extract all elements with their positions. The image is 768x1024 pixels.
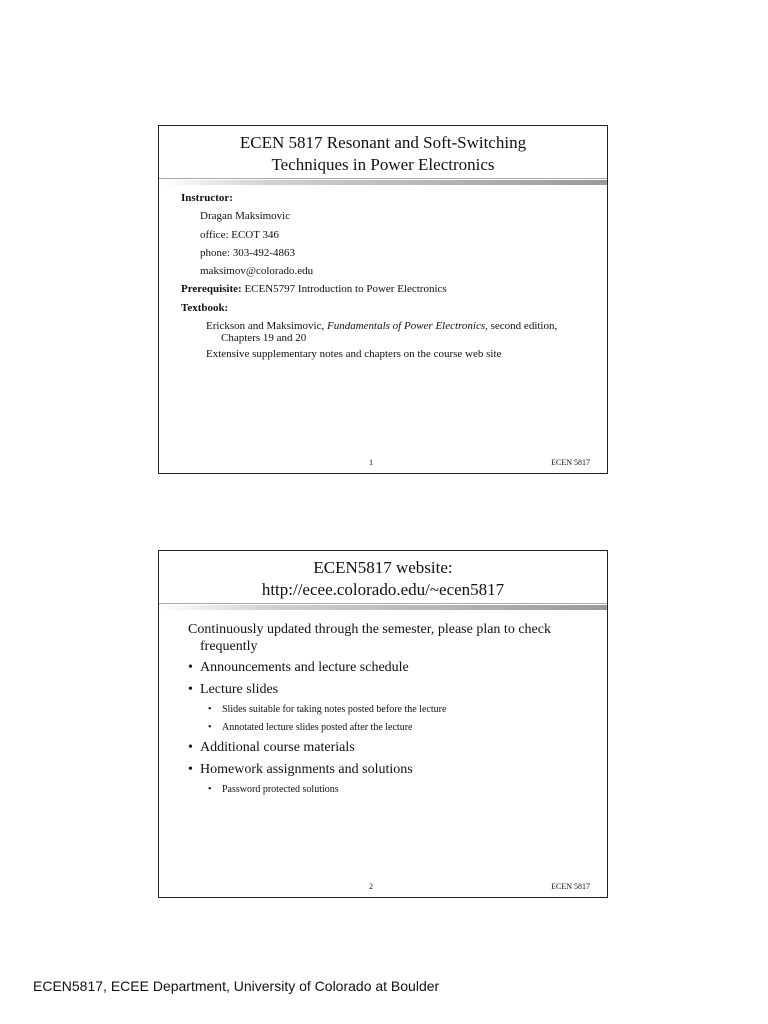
bullet-marker: • — [188, 682, 193, 697]
bullet-text: Additional course materials — [200, 740, 355, 755]
prerequisite-line — [181, 280, 557, 298]
intro-line-2: frequently — [200, 639, 258, 654]
instructor-name: Dragan Maksimovic — [200, 210, 291, 223]
intro-text — [188, 621, 551, 655]
page-footer: ECEN5817, ECEE Department, University of Colorado at Boulder — [33, 978, 440, 994]
sub-bullet-marker: • — [208, 704, 212, 715]
sub-bullet-text: Slides suitable for taking notes posted before the lecture — [222, 704, 447, 715]
slide-1-footer — [159, 458, 607, 470]
prerequisite-label: Prerequisite: — [181, 283, 242, 296]
bullet-text: Announcements and lecture schedule — [200, 660, 409, 675]
slide-2-title-divider — [159, 603, 607, 611]
textbook-edition: second edition, — [487, 320, 558, 333]
sub-bullet-marker: • — [208, 722, 212, 733]
list-item — [188, 739, 551, 757]
sub-bullet-text: Annotated lecture slides posted after the lecture — [222, 722, 413, 733]
list-item — [188, 761, 551, 779]
instructor-label: Instructor: — [181, 192, 233, 204]
bullet-text: Lecture slides — [200, 682, 279, 697]
textbook-title: Fundamentals of Power Electronics, — [326, 320, 488, 333]
list-item — [188, 681, 551, 699]
list-item — [188, 659, 551, 677]
slide-1-body — [181, 189, 557, 364]
instructor-phone: phone: 303-492-4863 — [200, 246, 296, 259]
slide-2-title — [159, 551, 607, 603]
slide-2-body — [188, 621, 551, 797]
intro-line-1: Continuously updated through the semester, please plan to check — [188, 622, 551, 637]
slide-1 — [158, 125, 608, 474]
bullet-marker: • — [188, 740, 193, 755]
textbook-label: Textbook: — [181, 301, 229, 314]
instructor-email: maksimov@colorado.edu — [200, 265, 314, 278]
supplementary-notes: Extensive supplementary notes and chapters on the course web site — [206, 348, 502, 361]
textbook-chapters: Chapters 19 and 20 — [221, 332, 307, 345]
slide-1-title — [159, 126, 607, 178]
slide-2-course-tag: ECEN 5817 — [551, 882, 590, 891]
slide-1-course-tag: ECEN 5817 — [551, 458, 590, 467]
slide-2-title-line-1: ECEN5817 website: — [313, 558, 453, 577]
bullet-marker: • — [188, 762, 193, 777]
slide-2 — [158, 550, 608, 898]
prerequisite-value: ECEN5797 Introduction to Power Electronics — [241, 283, 447, 296]
bullet-marker: • — [188, 660, 193, 675]
sub-list-item — [188, 782, 551, 797]
slide-2-page-number: 2 — [369, 882, 373, 891]
slide-2-footer — [159, 882, 607, 894]
slide-1-title-divider — [159, 178, 607, 186]
slide-1-title-line-1: ECEN 5817 Resonant and Soft-Switching — [239, 133, 527, 152]
slide-1-title-line-2: Techniques in Power Electronics — [271, 155, 495, 174]
textbook-authors: Erickson and Maksimovic, — [206, 320, 327, 333]
sub-bullet-text: Password protected solutions — [222, 784, 339, 795]
instructor-office: office: ECOT 346 — [200, 228, 280, 241]
sub-list-item — [188, 702, 551, 717]
slide-1-page-number: 1 — [369, 458, 373, 467]
sub-list-item — [188, 720, 551, 735]
sub-bullet-marker: • — [208, 784, 212, 795]
bullet-text: Homework assignments and solutions — [200, 762, 413, 777]
slide-2-title-line-2: http://ecee.colorado.edu/~ecen5817 — [261, 580, 505, 599]
